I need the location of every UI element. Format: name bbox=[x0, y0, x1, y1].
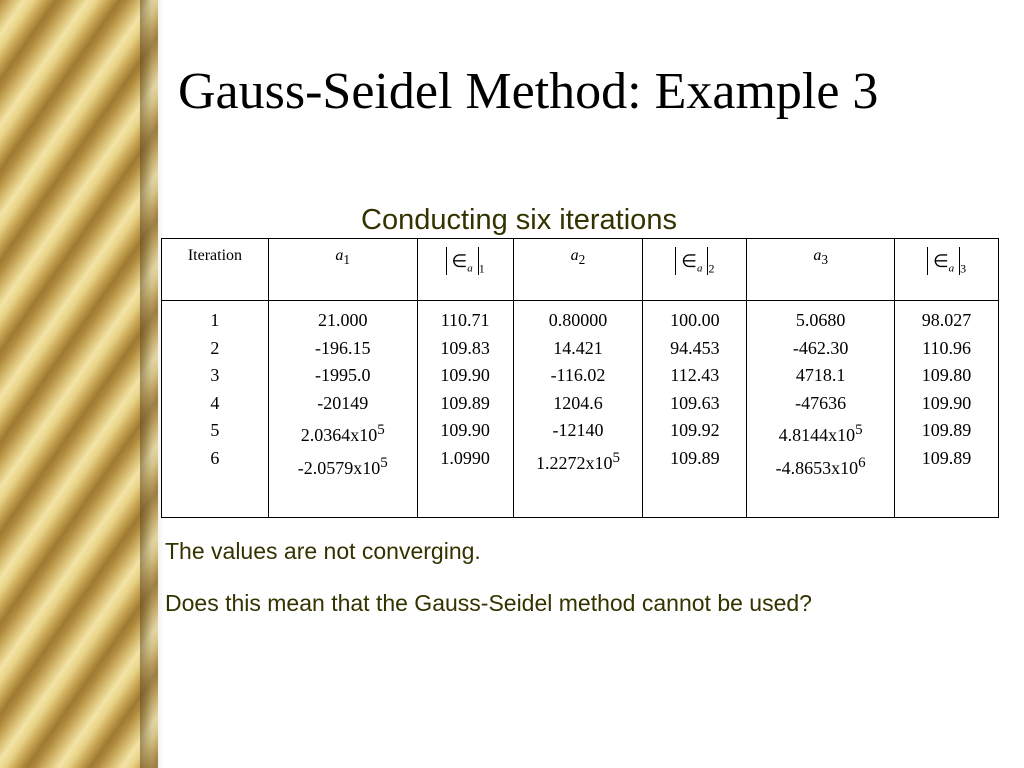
epsilon-symbol: ∈ bbox=[451, 251, 468, 271]
slide-title: Gauss-Seidel Method: Example 3 bbox=[178, 63, 879, 120]
abs-error-symbol-2 bbox=[675, 247, 708, 275]
table-cell: 109.83 bbox=[440, 337, 490, 358]
epsilon-symbol: ∈ bbox=[681, 251, 697, 271]
table-cell: 109.80 bbox=[921, 365, 972, 385]
conclusion-text: The values are not converging. bbox=[165, 538, 481, 564]
table-cell: 109.92 bbox=[670, 420, 720, 440]
header-error3 bbox=[895, 239, 999, 301]
epsilon-sub: a bbox=[696, 262, 703, 275]
header-error1 bbox=[417, 239, 513, 301]
question-text: Does this mean that the Gauss-Seidel method cannot be used? bbox=[165, 590, 812, 616]
table-cell bbox=[515, 445, 642, 478]
table-cell: 109.90 bbox=[440, 420, 490, 440]
header-error3-sub: 3 bbox=[960, 261, 967, 276]
value-exponent: 5 bbox=[377, 422, 385, 438]
header-error2 bbox=[643, 239, 747, 301]
epsilon-sub: a bbox=[948, 262, 955, 275]
header-a3-var: a bbox=[813, 247, 822, 264]
table-cell: 109.89 bbox=[921, 447, 972, 468]
value-base: 2.0364x10 bbox=[300, 425, 378, 445]
header-iteration: Iteration bbox=[162, 239, 269, 301]
col-error1 bbox=[417, 301, 513, 518]
header-a1 bbox=[268, 239, 417, 301]
value-exponent: 5 bbox=[380, 454, 388, 471]
value-exponent: 5 bbox=[855, 422, 863, 438]
table-cell: 109.89 bbox=[921, 420, 972, 440]
table-body-row bbox=[162, 301, 999, 518]
header-error2-sub: 2 bbox=[708, 261, 715, 276]
table-cell bbox=[748, 417, 893, 450]
table-cell: 110.96 bbox=[922, 337, 971, 358]
header-a3 bbox=[747, 239, 895, 301]
table-cell: 1204.6 bbox=[553, 392, 603, 413]
table-cell: 100.00 bbox=[670, 310, 720, 330]
value-exponent: 6 bbox=[858, 454, 866, 471]
epsilon-symbol: ∈ bbox=[932, 251, 949, 271]
header-a2 bbox=[513, 239, 643, 301]
table-caption: Conducting six iterations bbox=[361, 204, 677, 236]
table-cell: 1.0990 bbox=[440, 447, 490, 468]
table-cell: 109.89 bbox=[670, 447, 720, 468]
table-cell: 98.027 bbox=[921, 310, 972, 330]
table-cell: 0.80000 bbox=[548, 310, 608, 330]
table-cell bbox=[270, 417, 416, 450]
table-cell: 2 bbox=[210, 337, 220, 358]
table-cell: 109.63 bbox=[670, 392, 720, 413]
col-a3 bbox=[747, 301, 895, 518]
value-exponent: 5 bbox=[612, 449, 620, 466]
table-cell bbox=[270, 450, 416, 483]
header-a2-sub: 2 bbox=[578, 252, 586, 268]
table-header-row bbox=[162, 239, 999, 301]
col-error3 bbox=[895, 301, 999, 518]
epsilon-sub: a bbox=[467, 262, 473, 275]
table-cell: 1 bbox=[210, 310, 220, 330]
table-cell: 21.000 bbox=[318, 310, 368, 330]
value-base: 4.8144x10 bbox=[778, 425, 856, 445]
table-cell: 6 bbox=[210, 447, 220, 468]
table-cell: -47636 bbox=[795, 392, 847, 413]
table-cell: -196.15 bbox=[315, 337, 371, 358]
abs-error-symbol-1 bbox=[446, 247, 479, 275]
abs-error-symbol-3 bbox=[927, 247, 960, 275]
table-cell: 4718.1 bbox=[795, 365, 846, 385]
col-a1 bbox=[268, 301, 417, 518]
table-cell bbox=[748, 450, 893, 483]
table-cell: 109.90 bbox=[921, 392, 972, 413]
table-cell: 5.0680 bbox=[795, 310, 846, 330]
value-base: -2.0579x10 bbox=[297, 457, 381, 478]
decorative-stripe-border bbox=[0, 0, 158, 768]
table-cell: -1995.0 bbox=[315, 365, 371, 385]
table-cell: -20149 bbox=[317, 392, 369, 413]
table-cell: 4 bbox=[210, 392, 220, 413]
header-a1-var: a bbox=[335, 247, 344, 264]
header-a1-sub: 1 bbox=[343, 252, 351, 268]
table-cell: 109.89 bbox=[440, 392, 490, 413]
header-a2-var: a bbox=[570, 247, 579, 264]
table-cell: 109.90 bbox=[440, 365, 490, 385]
table-cell: 94.453 bbox=[670, 337, 720, 358]
col-a2 bbox=[513, 301, 643, 518]
col-error2 bbox=[643, 301, 747, 518]
header-error1-sub: 1 bbox=[478, 261, 485, 276]
col-iteration bbox=[162, 301, 269, 518]
iteration-table bbox=[161, 238, 999, 518]
header-a3-sub: 3 bbox=[821, 252, 829, 268]
table-cell: 3 bbox=[210, 365, 220, 385]
table-cell: -12140 bbox=[552, 420, 604, 440]
table-cell: 14.421 bbox=[553, 337, 603, 358]
table-cell: 5 bbox=[210, 420, 220, 440]
table-cell: 110.71 bbox=[440, 310, 490, 330]
table-cell: -116.02 bbox=[550, 365, 606, 385]
table-cell: -462.30 bbox=[792, 337, 849, 358]
value-base: -4.8653x10 bbox=[775, 457, 859, 478]
value-base: 1.2272x10 bbox=[535, 452, 613, 473]
table-cell: 112.43 bbox=[670, 365, 720, 385]
